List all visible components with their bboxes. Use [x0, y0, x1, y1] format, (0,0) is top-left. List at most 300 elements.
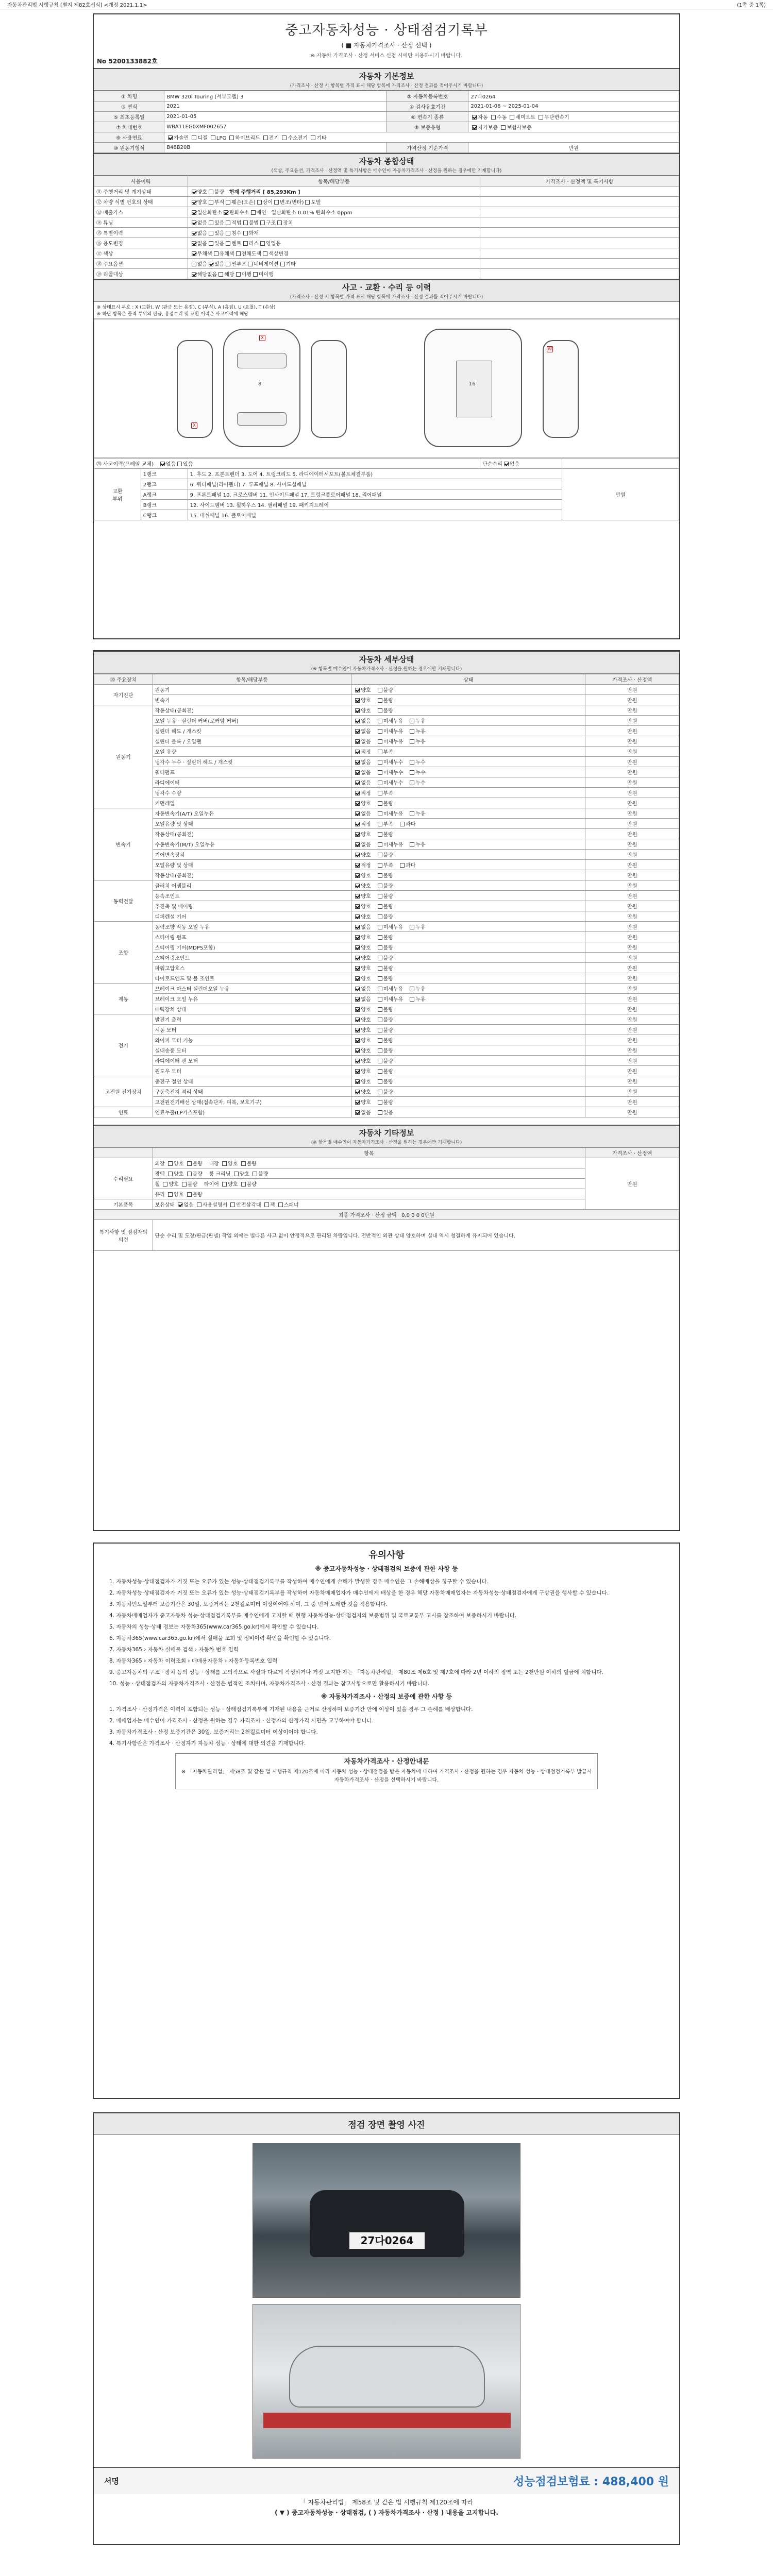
checkbox[interactable]: [355, 750, 360, 754]
detail-price: 만원: [585, 1097, 679, 1107]
accident-history-cell: [94, 459, 480, 469]
checkbox[interactable]: [355, 801, 360, 806]
document-number: No 5200133882호: [97, 58, 158, 65]
detail-state: [351, 870, 585, 880]
checkbox[interactable]: [209, 231, 213, 235]
opt-label: 상이: [262, 200, 273, 206]
checkbox[interactable]: [378, 750, 382, 754]
checkbox[interactable]: [226, 241, 230, 246]
checkbox-hybrid[interactable]: [229, 135, 234, 140]
checkbox[interactable]: [410, 739, 414, 744]
checkbox[interactable]: [355, 842, 360, 847]
checkbox[interactable]: [378, 1069, 382, 1074]
checkbox-self-warranty[interactable]: [472, 125, 477, 130]
page-1: [93, 13, 680, 639]
opt-label: 침수: [231, 231, 242, 236]
checkbox[interactable]: [378, 729, 382, 734]
detail-row: [94, 808, 679, 819]
checkbox[interactable]: [305, 200, 310, 205]
checkbox[interactable]: [355, 914, 360, 919]
detail-part: 냉각수 누수 · 실린더 헤드 / 개스킷: [153, 757, 351, 767]
mileage-label: ⑪ 주행거리 및 계기상태: [94, 187, 188, 197]
opt-label: 불량: [383, 1018, 394, 1023]
checkbox[interactable]: [378, 1100, 382, 1105]
fuel-label: ⑨ 사용연료: [94, 132, 164, 143]
checkbox[interactable]: [378, 863, 382, 868]
detail-state: [351, 695, 585, 705]
item-label: 광택: [155, 1172, 165, 1177]
checkbox[interactable]: [192, 221, 196, 225]
mileage-value: 현재 주행거리 [ 85,293Km ]: [229, 190, 300, 195]
first-reg-label: ⑤ 최초등록일: [94, 112, 164, 122]
checkbox[interactable]: [187, 1172, 192, 1176]
detail-row: [94, 870, 679, 880]
checkbox[interactable]: [355, 688, 360, 692]
checkbox[interactable]: [355, 1028, 360, 1032]
checkbox[interactable]: [355, 1090, 360, 1094]
checkbox[interactable]: [192, 262, 196, 266]
detail-price: 만원: [585, 1087, 679, 1097]
checkbox[interactable]: [355, 822, 360, 826]
opt-label: 누유: [415, 987, 426, 992]
detail-part: 등속조인트: [153, 891, 351, 901]
checkbox[interactable]: [236, 251, 241, 256]
opt-label: 불량: [383, 914, 394, 920]
checkbox[interactable]: [410, 760, 414, 765]
detail-part: 타이로드엔드 및 볼 조인트: [153, 973, 351, 984]
checkbox[interactable]: [378, 966, 382, 971]
emission-value: 일산화탄소 0.01% 탄화수소 0ppm: [271, 210, 352, 216]
checkbox[interactable]: [410, 811, 414, 816]
checkbox[interactable]: [378, 708, 382, 713]
engine-type: B48B20B: [164, 143, 386, 153]
opt-label: 하이브리드: [235, 135, 260, 141]
checkbox[interactable]: [355, 987, 360, 991]
checkbox[interactable]: [224, 210, 228, 215]
checkbox[interactable]: [410, 719, 414, 723]
detail-row: [94, 716, 679, 726]
checkbox[interactable]: [355, 729, 360, 734]
checkbox[interactable]: [243, 221, 248, 225]
checkbox[interactable]: [168, 1192, 173, 1197]
checkbox[interactable]: [263, 251, 267, 256]
checkbox[interactable]: [168, 1172, 173, 1176]
notice-subtitle-2: ※ 자동차가격조사 · 산정의 보증에 관한 사항 등: [321, 1693, 452, 1700]
item-label: 없음: [183, 1202, 194, 1208]
checkbox[interactable]: [378, 1048, 382, 1053]
checkbox[interactable]: [253, 1172, 257, 1176]
checkbox[interactable]: [209, 262, 213, 266]
checkbox[interactable]: [168, 1161, 173, 1166]
notice-subtitle-1: ※ 중고자동차성능 · 상태점검의 보증에 관한 사항 등: [315, 1565, 458, 1572]
checkbox-gasoline[interactable]: [168, 135, 173, 140]
checkbox[interactable]: [410, 729, 414, 734]
checkbox[interactable]: [378, 1110, 382, 1115]
opt-label: 불량: [383, 708, 394, 714]
checkbox[interactable]: [355, 997, 360, 1002]
checkbox[interactable]: [378, 976, 382, 981]
checkbox[interactable]: [226, 200, 230, 205]
checkbox[interactable]: [378, 997, 382, 1002]
price-cell: [562, 459, 679, 469]
rank-c-label: C랭크: [141, 510, 188, 520]
checkbox[interactable]: [209, 221, 213, 225]
item-label: 외장: [155, 1161, 165, 1167]
checkbox[interactable]: [378, 925, 382, 929]
checkbox[interactable]: [410, 781, 414, 785]
opt-label: 미세누유: [383, 719, 404, 724]
checkbox[interactable]: [222, 1182, 227, 1187]
checkbox[interactable]: [355, 1059, 360, 1063]
detail-row: [94, 984, 679, 994]
checkbox[interactable]: [226, 262, 230, 266]
opt-label: 누수: [415, 760, 426, 766]
checkbox[interactable]: [355, 1079, 360, 1084]
checkbox[interactable]: [178, 1202, 182, 1207]
checkbox[interactable]: [378, 904, 382, 909]
detail-state: [351, 1056, 585, 1066]
opt-label: 불량: [383, 1069, 394, 1075]
checkbox[interactable]: [219, 272, 223, 277]
opt-label: 부족: [383, 822, 394, 827]
checkbox[interactable]: [243, 241, 248, 246]
checkbox[interactable]: [355, 956, 360, 960]
detail-state: [351, 932, 585, 942]
opt-label: 디젤: [197, 135, 208, 141]
checkbox-cvt[interactable]: [539, 115, 543, 120]
opt-label: 불량: [383, 884, 394, 889]
checkbox[interactable]: [355, 1018, 360, 1022]
item-label: 보유상태: [155, 1202, 175, 1208]
detail-part: 동력조향 작동 오일 누유: [153, 922, 351, 932]
checkbox[interactable]: [410, 770, 414, 775]
checkbox[interactable]: [214, 251, 219, 256]
detail-price: 만원: [585, 880, 679, 891]
detail-state: [351, 984, 585, 994]
detail-part: 오일유량 및 상태: [153, 819, 351, 829]
checkbox[interactable]: [378, 1090, 382, 1094]
checkbox[interactable]: [355, 1100, 360, 1105]
notice-para: 2. 자동차성능·상태점검자가 거짓 또는 오류가 있는 성능·상태점검기록부를 작성하여 자동차매매업자가 매수인에게 배상을 한 경우 해당 자동차매매업자는 자동차성능·상태점검자에게 구상권을 행사할 수 있습니다.: [109, 1590, 609, 1596]
checkbox[interactable]: [378, 1038, 382, 1043]
checkbox[interactable]: [241, 1182, 246, 1187]
opt-label: 양호: [361, 884, 371, 889]
checkbox[interactable]: [400, 863, 405, 868]
detail-state: [351, 1107, 585, 1117]
checkbox[interactable]: [192, 210, 196, 215]
checkbox-manual[interactable]: [491, 115, 496, 120]
opt-label: 없음: [361, 842, 371, 848]
opt-label: 양호: [361, 832, 371, 838]
detail-price: 만원: [585, 922, 679, 932]
opt-label: 없음: [361, 987, 371, 992]
checkbox[interactable]: [192, 272, 196, 277]
opt-label: 양호: [361, 966, 371, 972]
checkbox[interactable]: [378, 873, 382, 878]
checkbox-bad[interactable]: [209, 190, 213, 194]
checkbox[interactable]: [355, 1007, 360, 1012]
checkbox[interactable]: [248, 262, 253, 266]
rank1-items: 1. 후드 2. 프론트펜더 3. 도어 4. 트렁크리드 5. 라디에이터서포트(볼트체결부품): [188, 469, 562, 479]
top-bar: [0, 0, 773, 9]
detail-part: 브레이크 오일 누유: [153, 994, 351, 1004]
detail-state: [351, 685, 585, 695]
detail-price: 만원: [585, 850, 679, 860]
col-price: 가격조사 · 산정액 및 특기사항: [480, 176, 679, 187]
detail-price: 만원: [585, 747, 679, 757]
checkbox[interactable]: [355, 935, 360, 940]
opt-label: 불량: [383, 801, 394, 807]
checkbox[interactable]: [234, 1172, 239, 1176]
checkbox[interactable]: [400, 822, 405, 826]
checkbox[interactable]: [264, 1202, 269, 1207]
warranty-label: ⑧ 보증유형: [386, 122, 468, 132]
checkbox[interactable]: [378, 811, 382, 816]
detail-price: 만원: [585, 829, 679, 839]
opt-label: 불량: [383, 1079, 394, 1085]
opt-label: 적법: [231, 221, 242, 226]
detail-price: 만원: [585, 685, 679, 695]
mileage-cell: [188, 187, 480, 197]
detail-row: [94, 788, 679, 798]
checkbox[interactable]: [187, 1161, 192, 1166]
checkbox[interactable]: [378, 791, 382, 795]
detail-state: [351, 839, 585, 850]
opt-label: 미세누유: [383, 997, 404, 1003]
checkbox[interactable]: [378, 853, 382, 857]
opt-label: 양호: [361, 1090, 371, 1095]
detail-part: 오일 유량: [153, 747, 351, 757]
checkbox[interactable]: [355, 863, 360, 868]
detail-state: [351, 880, 585, 891]
checkbox-electric[interactable]: [263, 135, 268, 140]
checkbox[interactable]: [260, 221, 265, 225]
checkbox[interactable]: [226, 221, 230, 225]
checkbox[interactable]: [378, 688, 382, 692]
checkbox[interactable]: [355, 873, 360, 878]
opt-label: 탄화수소: [229, 210, 249, 216]
checkbox[interactable]: [187, 1192, 192, 1197]
price-cell: [480, 238, 679, 248]
checkbox[interactable]: [378, 698, 382, 703]
detail-part: 작동상태(공회전): [153, 705, 351, 716]
checkbox[interactable]: [355, 719, 360, 723]
detail-group-label: 조향: [94, 922, 153, 984]
detail-price: 만원: [585, 1014, 679, 1025]
checkbox[interactable]: [243, 231, 248, 235]
checkbox[interactable]: [378, 801, 382, 806]
simple-repair-label: 단순수리: [482, 462, 502, 467]
frame-center: [456, 361, 492, 417]
part-label: 교환 부위: [94, 469, 141, 520]
opt-label: 기타: [285, 262, 296, 267]
base-price-unit: 만원: [468, 143, 679, 153]
photos-title: 점검 장면 촬영 사진: [94, 2113, 679, 2135]
checkbox[interactable]: [378, 1079, 382, 1084]
car-frame-side: [543, 340, 579, 438]
checkbox[interactable]: [355, 739, 360, 744]
checkbox[interactable]: [277, 221, 282, 225]
checkbox[interactable]: [197, 1202, 201, 1207]
checkbox[interactable]: [378, 719, 382, 723]
detail-price: 만원: [585, 911, 679, 922]
checkbox[interactable]: [355, 976, 360, 981]
checkbox[interactable]: [378, 1007, 382, 1012]
checkbox[interactable]: [410, 987, 414, 991]
checkbox[interactable]: [280, 262, 285, 266]
checkbox[interactable]: [378, 842, 382, 847]
opt-label: 양호: [361, 801, 371, 807]
opt-label: 불량: [383, 1048, 394, 1054]
checkbox[interactable]: [378, 945, 382, 950]
checkbox[interactable]: [378, 884, 382, 888]
opt-label: 불량: [383, 956, 394, 961]
accident-history-label: ⑳ 사고이력(프레임 교체): [96, 462, 154, 467]
checkbox-hydrogen[interactable]: [282, 135, 287, 140]
opt-label: 수소전기: [288, 135, 308, 141]
checkbox[interactable]: [378, 1018, 382, 1022]
sign-row: [94, 2467, 679, 2494]
checkbox[interactable]: [160, 462, 165, 466]
checkbox[interactable]: [355, 708, 360, 713]
checkbox-lpg[interactable]: [211, 135, 215, 140]
checkbox[interactable]: [226, 231, 230, 235]
checkbox[interactable]: [274, 200, 279, 205]
checkbox[interactable]: [355, 894, 360, 899]
checkbox-semi[interactable]: [510, 115, 514, 120]
checkbox[interactable]: [177, 462, 182, 466]
checkbox[interactable]: [230, 1202, 235, 1207]
checkbox[interactable]: [355, 966, 360, 971]
checkbox[interactable]: [163, 1182, 167, 1187]
opt-label: 미세누유: [383, 925, 404, 930]
detail-group-label: 연료: [94, 1107, 153, 1117]
checkbox-auto[interactable]: [472, 115, 477, 120]
checkbox[interactable]: [355, 853, 360, 857]
checkbox[interactable]: [222, 1161, 227, 1166]
opt-label: 일산화탄소: [197, 210, 222, 216]
warranty-options: [468, 122, 679, 132]
opt-label: 양호: [361, 1028, 371, 1033]
checkbox[interactable]: [355, 925, 360, 929]
checkbox[interactable]: [192, 200, 196, 205]
checkbox[interactable]: [251, 210, 256, 215]
detail-part: 파워고압호스: [153, 963, 351, 973]
item-label: 휠: [155, 1182, 160, 1188]
accident-subtitle: (가격조사 · 산정 시 항목별 가격 표시 해당 항목에 가격조사 · 산정 결과를 적어주시기 바랍니다): [290, 295, 483, 300]
notice-para: 2. 매매업자는 매수인이 가격조사 · 산정을 원하는 경우 가격조사 · 산정자의 산정가격 서면을 교부하여야 합니다.: [109, 1718, 374, 1724]
checkbox[interactable]: [378, 935, 382, 940]
checkbox[interactable]: [209, 241, 213, 246]
detail-part: 원동기: [153, 685, 351, 695]
opt-label: 자가보증: [478, 125, 498, 131]
checkbox[interactable]: [378, 770, 382, 775]
checkbox[interactable]: [253, 272, 258, 277]
checkbox[interactable]: [355, 945, 360, 950]
checkbox-good[interactable]: [192, 190, 196, 194]
checkbox[interactable]: [378, 894, 382, 899]
checkbox[interactable]: [410, 997, 414, 1002]
checkbox[interactable]: [355, 884, 360, 888]
checkbox[interactable]: [355, 1038, 360, 1043]
checkbox[interactable]: [260, 241, 265, 246]
options-cell: [188, 259, 480, 269]
checkbox[interactable]: [355, 1110, 360, 1115]
checkbox[interactable]: [355, 1069, 360, 1074]
detail-group-label: 제동: [94, 984, 153, 1014]
checkbox[interactable]: [192, 241, 196, 246]
checkbox[interactable]: [410, 925, 414, 929]
checkbox[interactable]: [355, 904, 360, 909]
col-item: 항목: [153, 1148, 585, 1158]
detail-state: [351, 1087, 585, 1097]
detail-part: 냉각수 수량: [153, 788, 351, 798]
checkbox[interactable]: [378, 1059, 382, 1063]
notice-para: 9. 중고자동차의 구조 · 장치 등의 성능 · 상태를 고의적으로 사실과 다르게 작성하거나 거짓 고지한 자는 「자동차관리법」 제80조 제6호 및 제7호에 따라 2년 이하의 징역 또는 2천만원 이하의 벌금에 처합니다.: [109, 1669, 603, 1675]
detail-part: 작동상태(공회전): [153, 829, 351, 839]
checkbox[interactable]: [241, 1161, 246, 1166]
checkbox[interactable]: [378, 832, 382, 837]
checkbox[interactable]: [182, 1182, 187, 1187]
checkbox[interactable]: [355, 1048, 360, 1053]
detail-row: [94, 994, 679, 1004]
detail-part: 커먼레일: [153, 798, 351, 808]
checkbox[interactable]: [378, 760, 382, 765]
checkbox[interactable]: [192, 251, 196, 256]
checkbox[interactable]: [355, 781, 360, 785]
detail-part: 배력장치 상태: [153, 1004, 351, 1014]
checkbox[interactable]: [355, 791, 360, 795]
checkbox-other[interactable]: [311, 135, 315, 140]
checkbox[interactable]: [278, 1202, 283, 1207]
checkbox[interactable]: [410, 842, 414, 847]
checkbox[interactable]: [378, 956, 382, 960]
opt-label: 있음: [214, 231, 225, 236]
checkbox[interactable]: [378, 1028, 382, 1032]
checkbox[interactable]: [378, 739, 382, 744]
detail-state: [351, 777, 585, 788]
detail-price: 만원: [585, 1056, 679, 1066]
detail-state: [351, 1014, 585, 1025]
checkbox[interactable]: [355, 698, 360, 703]
checkbox[interactable]: [257, 200, 262, 205]
opt-label: 색상변경: [268, 251, 289, 257]
detail-part: 자동변속기(A/T) 오일누유: [153, 808, 351, 819]
price-cell: [480, 187, 679, 197]
checkbox[interactable]: [504, 462, 509, 466]
checkbox[interactable]: [355, 832, 360, 837]
opt-label: 구조: [265, 221, 276, 226]
opt-label: 미세누수: [383, 770, 404, 776]
rank1-label: 1랭크: [141, 469, 188, 479]
checkbox[interactable]: [378, 822, 382, 826]
detail-part: 발전기 출력: [153, 1014, 351, 1025]
checkbox[interactable]: [378, 914, 382, 919]
opt-label: 미세누수: [383, 781, 404, 786]
checkbox[interactable]: [355, 770, 360, 775]
checkbox[interactable]: [355, 811, 360, 816]
checkbox[interactable]: [192, 231, 196, 235]
checkbox-diesel[interactable]: [192, 135, 196, 140]
checkbox[interactable]: [209, 200, 213, 205]
checkbox[interactable]: [378, 987, 382, 991]
checkbox[interactable]: [236, 272, 241, 277]
checkbox[interactable]: [378, 781, 382, 785]
detail-state: [351, 747, 585, 757]
opt-label: 없음: [509, 462, 520, 467]
checkbox[interactable]: [355, 760, 360, 765]
checkbox-insurer-warranty[interactable]: [501, 125, 506, 130]
